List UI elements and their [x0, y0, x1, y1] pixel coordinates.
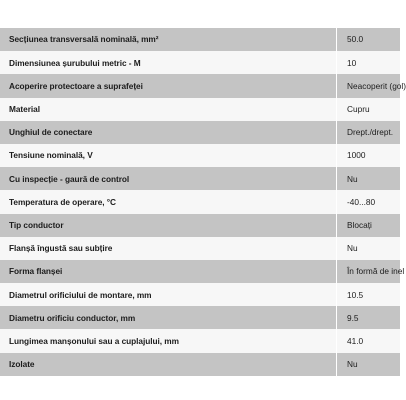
spec-row-operating-temperature [0, 190, 400, 213]
spec-row-inspection-hole [0, 167, 400, 190]
spec-row-bolt-size [0, 51, 400, 74]
spec-value: Blocați [336, 214, 400, 237]
spec-label: Lungimea manșonului sau a cuplajului, mm [0, 329, 336, 352]
spec-label: Temperatura de operare, °C [0, 190, 336, 213]
spec-label: Flanșă îngustă sau subțire [0, 237, 336, 260]
spec-value: -40...80 [336, 190, 400, 213]
spec-row-connection-angle [0, 121, 400, 144]
spec-value: 41.0 [336, 329, 400, 352]
spec-row-rated-voltage [0, 144, 400, 167]
spec-row-mounting-hole-diameter [0, 283, 400, 306]
spec-value: Nu [336, 353, 400, 376]
spec-value: 50.0 [336, 28, 400, 51]
spec-row-insulated [0, 353, 400, 376]
spec-row-material [0, 98, 400, 121]
spec-value: Nu [336, 167, 400, 190]
spec-value: 10 [336, 51, 400, 74]
spec-value: Neacoperit (gol) [336, 74, 400, 97]
spec-label: Forma flanșei [0, 260, 336, 283]
spec-value: 10.5 [336, 283, 400, 306]
spec-row-conductor-type [0, 214, 400, 237]
spec-label: Unghiul de conectare [0, 121, 336, 144]
spec-row-sleeve-length [0, 329, 400, 352]
spec-value: 1000 [336, 144, 400, 167]
spec-label: Cu inspecție - gaură de control [0, 167, 336, 190]
spec-row-conductor-hole-diameter [0, 306, 400, 329]
spec-label: Diametru orificiu conductor, mm [0, 306, 336, 329]
spec-label: Acoperire protectoare a suprafeței [0, 74, 336, 97]
spec-value: În formă de inel [336, 260, 400, 283]
spec-value: Cupru [336, 98, 400, 121]
spec-row-cross-section [0, 28, 400, 51]
spec-value: Nu [336, 237, 400, 260]
spec-row-narrow-flange [0, 237, 400, 260]
spec-value: 9.5 [336, 306, 400, 329]
spec-label: Diametrul orificiului de montare, mm [0, 283, 336, 306]
spec-label: Izolate [0, 353, 336, 376]
spec-row-surface-coating [0, 74, 400, 97]
spec-label: Dimensiunea șurubului metric - M [0, 51, 336, 74]
spec-label: Material [0, 98, 336, 121]
spec-label: Secțiunea transversală nominală, mm² [0, 28, 336, 51]
specifications-table [0, 28, 406, 376]
spec-value: Drept./drept. [336, 121, 400, 144]
spec-label: Tensiune nominală, V [0, 144, 336, 167]
spec-label: Tip conductor [0, 214, 336, 237]
spec-row-flange-shape [0, 260, 400, 283]
